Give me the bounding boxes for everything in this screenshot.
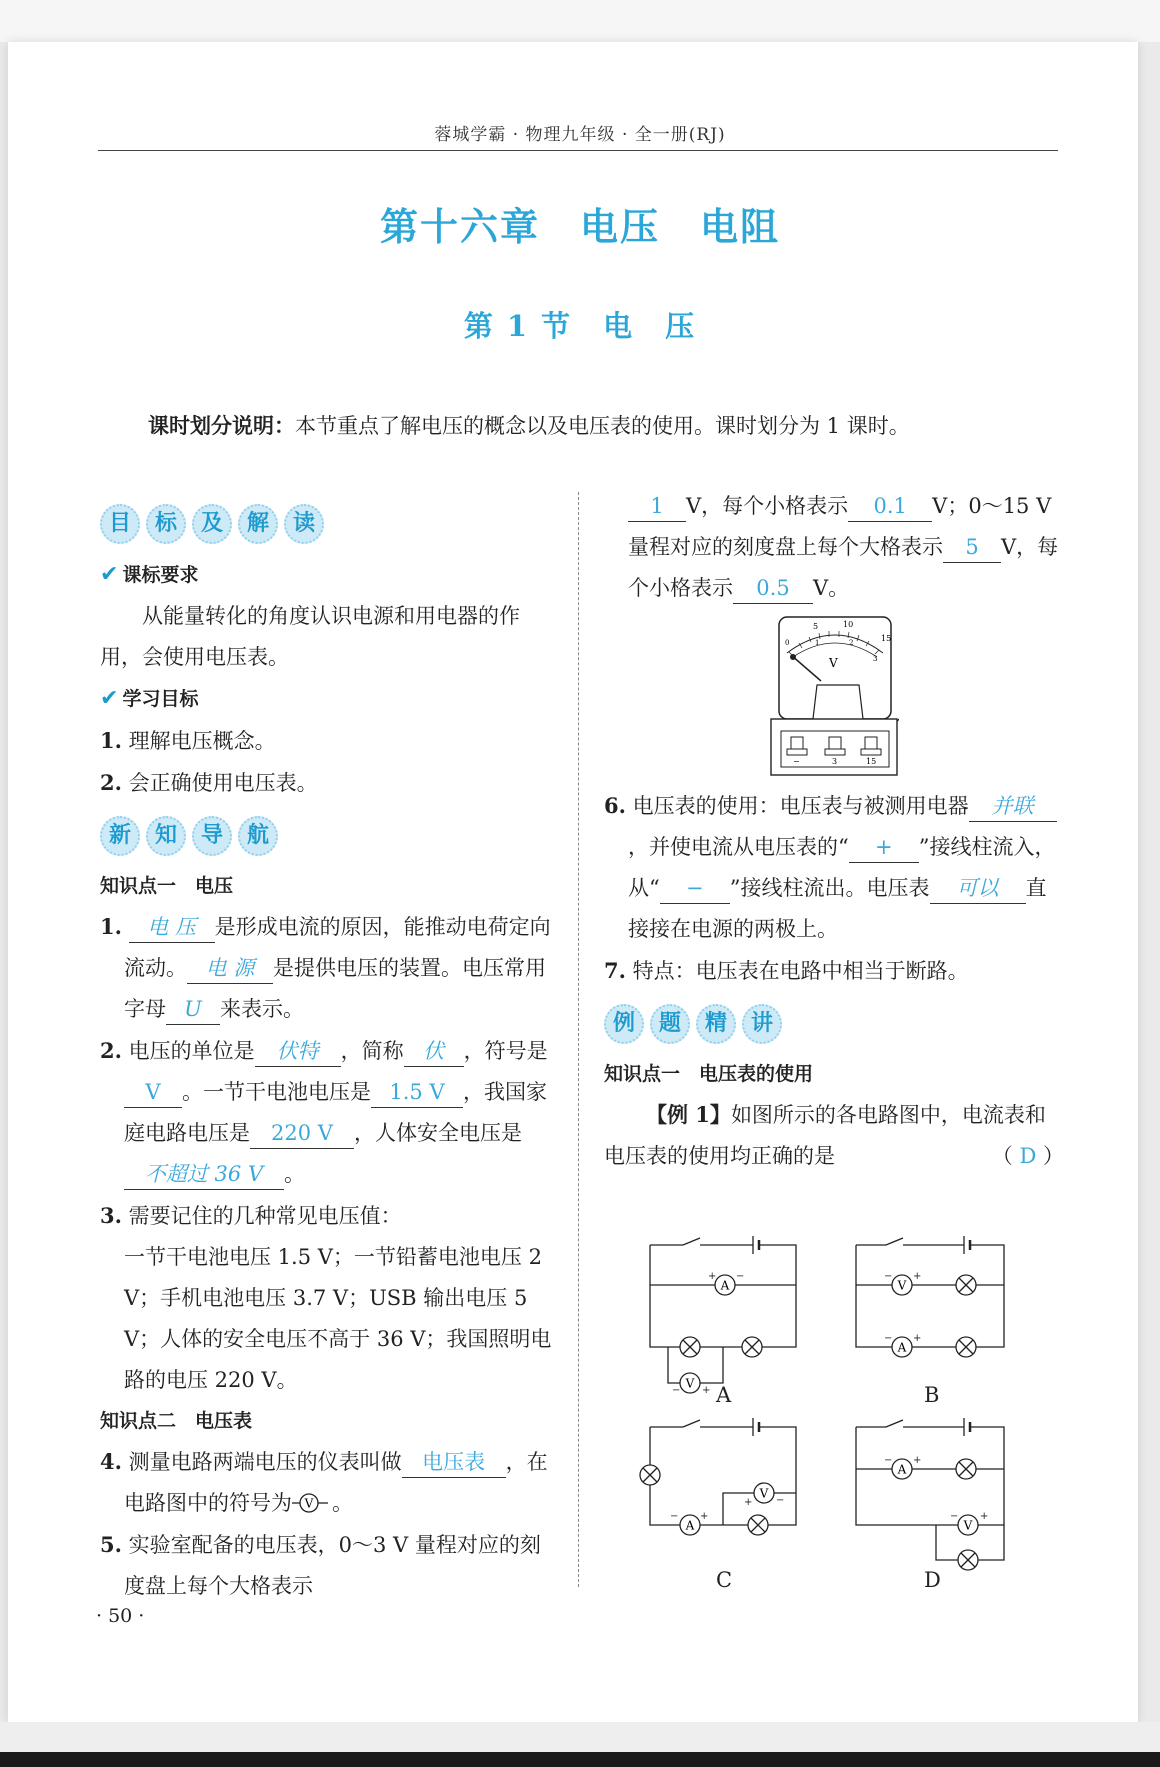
item-text: 。	[332, 1491, 353, 1515]
item-5-start	[100, 1524, 560, 1607]
item-3	[100, 1195, 560, 1237]
answer-blank: 220 V	[250, 1118, 354, 1149]
option-label-a: A	[716, 1383, 732, 1407]
page-number: · 50 ·	[96, 1605, 145, 1627]
answer-blank: 伏	[404, 1036, 464, 1067]
banner-char: 航	[238, 816, 278, 856]
banner-new-knowledge	[100, 808, 560, 864]
example-text: 如图所示的各电路图中，电流表和电压表的使用均正确的是	[604, 1103, 1046, 1168]
answer-blank: +	[849, 832, 919, 863]
running-header: 蓉城学霸 · 物理九年级 · 全一册(RJ)	[434, 125, 726, 145]
banner-examples	[604, 996, 1064, 1052]
item-text: V。	[813, 576, 850, 600]
item-text: 直接接在电源的两极上。	[628, 876, 1047, 941]
item-text: ，在电路图中的符号为	[124, 1450, 548, 1515]
banner-char: 目	[100, 504, 140, 544]
polarity-sign: +	[744, 1497, 753, 1508]
banner-char: 解	[238, 504, 278, 544]
answer-blank: 伏特	[255, 1036, 341, 1067]
scale-label: 5	[813, 622, 819, 631]
answer-blank: V	[124, 1077, 182, 1108]
item-7	[604, 950, 1064, 992]
circuit-option-c	[650, 1420, 796, 1525]
item-text: 实验室配备的电压表，0～3 V 量程对应的刻度盘上每个大格表示	[124, 1533, 541, 1598]
item-text: ，我国家庭电路电压是	[124, 1080, 547, 1145]
item-text: 来表示。	[220, 997, 304, 1021]
answer-bracket: （ D ）	[991, 1144, 1064, 1168]
polarity-sign: +	[708, 1271, 717, 1282]
polarity-sign: +	[702, 1385, 711, 1396]
lesson-intro	[148, 410, 910, 440]
scale-label: 1	[815, 639, 820, 647]
subhead-label: 学习目标	[122, 688, 199, 710]
polarity-sign: −	[776, 1495, 785, 1506]
learning-goal-heading	[100, 678, 560, 720]
item-text: 特点：电压表在电路中相当于断路。	[632, 959, 969, 983]
voltmeter-diagram	[769, 615, 899, 781]
column-divider	[578, 492, 579, 1587]
item-text: V；0～15 V 量程对应的刻度盘上每个大格表示	[628, 494, 1052, 559]
item-4	[100, 1441, 560, 1524]
answer-blank: −	[660, 873, 730, 904]
polarity-sign: −	[950, 1511, 959, 1522]
answer-blank: 1.5 V	[371, 1077, 463, 1108]
answer-blank: 1	[628, 491, 686, 522]
item-6	[604, 785, 1064, 950]
item-text: ”接线柱流入，从“	[628, 835, 1056, 900]
top-bar	[0, 0, 1160, 42]
polarity-sign: −	[884, 1271, 893, 1282]
item-number: 6.	[604, 793, 626, 818]
terminal-label: 15	[866, 757, 877, 766]
item-text: 。一节干电池电压是	[182, 1080, 371, 1104]
section-title: 第 1 节 电 压	[463, 309, 697, 343]
polarity-sign: −	[736, 1271, 745, 1282]
option-label-d: D	[924, 1568, 941, 1592]
header-rule	[98, 150, 1058, 151]
banner-char: 精	[696, 1004, 736, 1044]
item-number: 7.	[604, 958, 626, 983]
item-text: 需要记住的几种常见电压值：	[128, 1204, 402, 1228]
voltmeter-symbol-letter: V	[304, 1496, 314, 1511]
banner-char: 读	[284, 504, 324, 544]
item-text: 电压表的使用：电压表与被测用电器	[632, 794, 969, 818]
banner-char: 标	[146, 504, 186, 544]
item-text: V，每个小格表示	[686, 494, 849, 518]
goal-item	[100, 720, 560, 762]
item-number: 2.	[100, 770, 122, 795]
left-column	[100, 492, 560, 1607]
polarity-sign: +	[980, 1511, 989, 1522]
circuit-option-d	[856, 1420, 1004, 1560]
item-text: 是提供电压的装置。电压常用字母	[124, 956, 546, 1021]
answer-blank: U	[166, 994, 220, 1025]
circuit-options	[628, 1235, 1038, 1605]
example-label: 【例 1】	[646, 1102, 731, 1127]
banner-char: 题	[650, 1004, 690, 1044]
scale-label: 10	[843, 620, 854, 629]
item-3-detail: 一节干电池电压 1.5 V；一节铅蓄电池电压 2 V；手机电池电压 3.7 V；USB 输出电压 5 V；人体的安全电压不高于 36 V；我国照明电路的电压 220 V。	[124, 1245, 552, 1392]
knowledge-point-title: 知识点一 电压表的使用	[604, 1063, 814, 1085]
polarity-sign: −	[670, 1511, 679, 1522]
scale-label: 0	[785, 639, 790, 647]
chapter-title: 第十六章 电压 电阻	[379, 205, 780, 249]
banner-char: 知	[146, 816, 186, 856]
polarity-sign: −	[884, 1333, 893, 1344]
scale-label: 3	[873, 655, 878, 663]
polarity-sign: +	[913, 1271, 922, 1282]
terminals	[787, 737, 881, 755]
item-text: 理解电压概念。	[128, 729, 276, 753]
knowledge-point-title: 知识点二 电压表	[100, 1410, 253, 1432]
example-answer: D	[1019, 1144, 1037, 1168]
polarity-sign: +	[913, 1455, 922, 1466]
answer-blank: 不超过 36 V	[124, 1159, 284, 1190]
polarity-sign: −	[884, 1455, 893, 1466]
answer-blank: 并联	[969, 791, 1057, 822]
item-text: 会正确使用电压表。	[128, 771, 318, 795]
banner-char: 讲	[742, 1004, 782, 1044]
item-5-continued	[604, 486, 1064, 609]
item-text: 测量电路两端电压的仪表叫做	[128, 1450, 402, 1474]
requirement-text: 从能量转化的角度认识电源和用电器的作用，会使用电压表。	[100, 604, 520, 669]
banner-char: 新	[100, 816, 140, 856]
answer-blank: 电 压	[129, 912, 215, 943]
intro-text: 本节重点了解电压的概念以及电压表的使用。课时划分为 1 课时。	[295, 414, 910, 438]
checkmark-icon: ✔	[100, 686, 119, 711]
polarity-sign: −	[672, 1385, 681, 1396]
banner-char: 导	[192, 816, 232, 856]
item-text: V，每个小格表示	[628, 535, 1059, 600]
curriculum-requirement-heading	[100, 554, 560, 596]
goal-item	[100, 762, 560, 804]
item-text: ，符号是	[463, 1039, 548, 1063]
answer-blank: 可以	[930, 873, 1026, 904]
bottom-bar	[0, 1722, 1160, 1752]
banner-goals	[100, 496, 560, 552]
scale-label: 15	[881, 634, 892, 643]
intro-label: 课时划分说明：	[148, 414, 295, 438]
answer-blank: 电压表	[402, 1447, 506, 1478]
option-label-b: B	[924, 1383, 940, 1407]
circuit-option-b	[856, 1238, 1004, 1347]
circuit-diagrams	[628, 1235, 1038, 1605]
banner-char: 例	[604, 1004, 644, 1044]
item-2	[100, 1030, 560, 1195]
item-1	[100, 906, 560, 1030]
checkmark-icon: ✔	[100, 562, 119, 587]
item-text: ，人体安全电压是	[354, 1121, 522, 1145]
item-number: 1.	[100, 914, 122, 939]
polarity-sign: +	[700, 1511, 709, 1522]
item-text: ，简称	[340, 1039, 404, 1063]
item-number: 2.	[100, 1038, 122, 1063]
option-label-c: C	[716, 1568, 733, 1592]
item-number: 1.	[100, 728, 122, 753]
item-number: 3.	[100, 1203, 122, 1228]
item-text: 电压的单位是	[128, 1039, 255, 1063]
answer-blank: 0.5	[733, 573, 813, 604]
terminal-label: −	[793, 757, 800, 766]
item-number: 5.	[100, 1532, 122, 1557]
circuit-option-a	[650, 1238, 796, 1383]
knowledge-point-title: 知识点一 电压	[100, 875, 234, 897]
bottom-edge	[0, 1752, 1160, 1767]
needle-pivot	[790, 654, 796, 660]
banner-char: 及	[192, 504, 232, 544]
right-column	[604, 486, 1064, 1177]
item-text: ，并使电流从电压表的“	[628, 835, 849, 859]
item-text: ”接线柱流出。电压表	[729, 876, 930, 900]
answer-blank: 5	[943, 532, 1001, 563]
meter-window	[813, 685, 863, 719]
answer-blank: 电 源	[187, 953, 273, 984]
polarity-sign: +	[913, 1333, 922, 1344]
item-text: 。	[284, 1162, 305, 1186]
item-text: 是形成电流的原因，能推动电荷定向流动。	[124, 915, 551, 980]
terminal-label: 3	[832, 757, 838, 766]
voltmeter-symbol-icon	[292, 1492, 332, 1514]
scale-label: 2	[849, 639, 854, 647]
item-number: 4.	[100, 1449, 122, 1474]
example-question	[604, 1094, 1064, 1177]
subhead-label: 课标要求	[122, 564, 199, 586]
unit-label: V	[829, 656, 838, 670]
answer-blank: 0.1	[848, 491, 932, 522]
